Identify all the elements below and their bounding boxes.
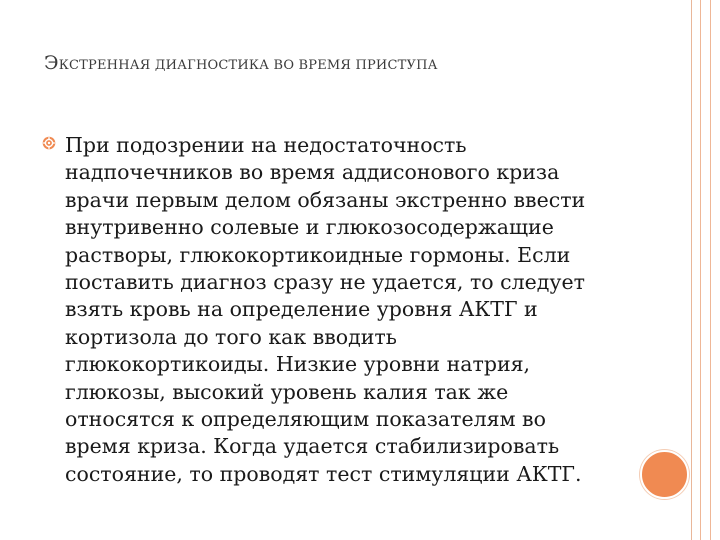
text-line: состояние, то проводят тест стимуляции АКТГ.: [65, 461, 582, 486]
bullet-text: [65, 132, 640, 488]
text-line: относятся к определяющим показателям во: [65, 407, 546, 432]
orange-circle-decoration: [640, 450, 689, 499]
text-line: врачи первым делом обязаны экстренно ввести: [65, 187, 586, 212]
right-decorative-strip: [692, 0, 720, 540]
text-line: При подозрении на недостаточность: [65, 133, 467, 157]
slide-title-initial: Э: [44, 52, 59, 74]
strip-line: [710, 0, 711, 540]
text-line: время криза. Когда удается стабилизировать: [65, 434, 560, 459]
text-line: глюкокортикоиды. Низкие уровни натрия,: [65, 352, 531, 377]
text-line: растворы, глюкокортикоидные гормоны. Если: [65, 242, 571, 267]
strip-line: [700, 0, 701, 540]
text-line: внутривенно солевые и глюкозосодержащие: [65, 215, 554, 240]
text-line: глюкозы, высокий уровень калия так же: [65, 379, 509, 404]
gear-bullet-icon: [42, 136, 56, 150]
text-line: кортизола до того как вводить: [65, 324, 397, 349]
text-line: взять кровь на определение уровня АКТГ и: [65, 297, 538, 322]
slide-title-rest: КСТРЕННАЯ ДИАГНОСТИКА ВО ВРЕМЯ ПРИСТУПА: [58, 58, 438, 73]
text-line: поставить диагноз сразу не удается, то следует: [65, 270, 585, 295]
slide-title: [44, 52, 438, 74]
text-line: надпочечников во время аддисонового криза: [65, 160, 560, 185]
